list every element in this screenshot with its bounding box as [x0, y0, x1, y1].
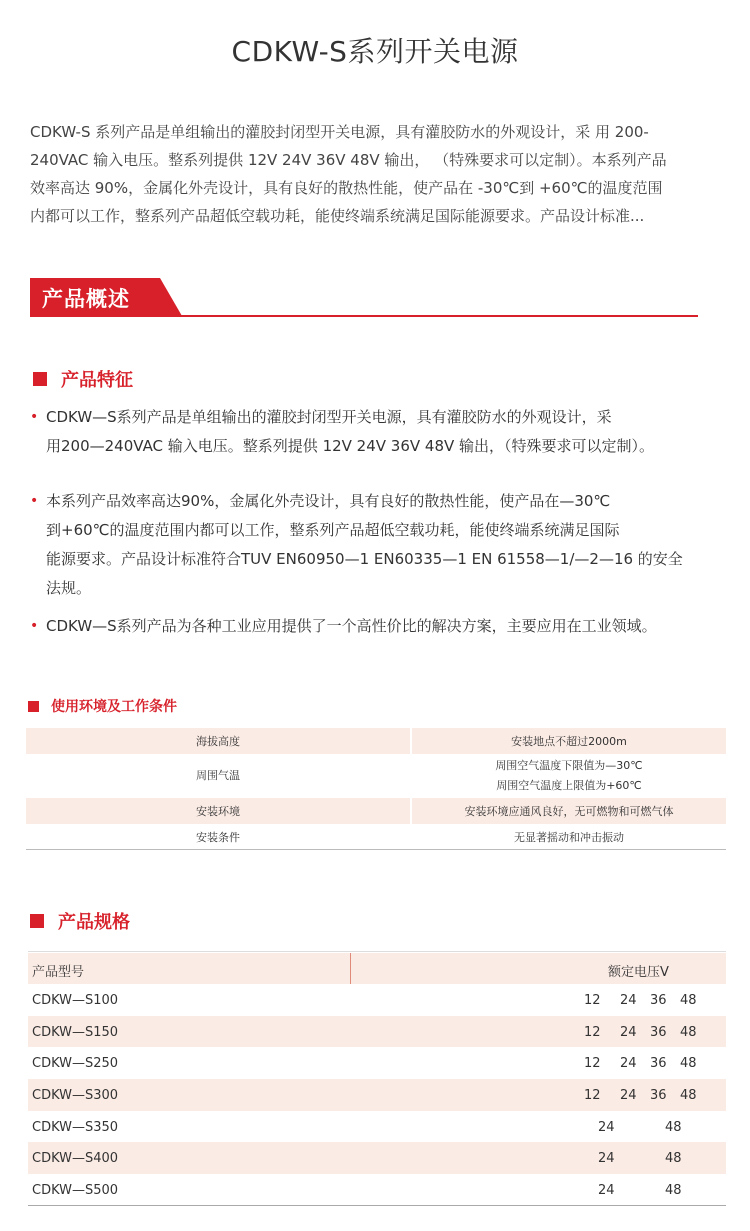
- env-heading: [28, 696, 177, 716]
- env-value: 无显著摇动和冲击振动: [514, 831, 624, 844]
- spec-voltage: 12: [584, 993, 601, 1008]
- feature-line: CDKW—S系列产品是单组输出的灌胶封闭型开关电源，具有灌胶防水的外观设计，采: [46, 408, 612, 426]
- spec-voltage: 48: [665, 1151, 682, 1167]
- overview-divider: [30, 315, 698, 317]
- spec-table-top-rule: [28, 951, 726, 952]
- spec-voltage: 24: [598, 1119, 615, 1135]
- table-row: [26, 728, 726, 754]
- feature-item: [30, 403, 730, 461]
- summary-line: 内都可以工作，整系列产品超低空载功耗，能使终端系统满足国际能源要求。产品设计标准...: [30, 207, 645, 225]
- spec-voltage: 36: [650, 1024, 667, 1040]
- spec-voltage: 24: [598, 1183, 615, 1199]
- page-title: CDKW-S系列开关电源: [231, 35, 519, 68]
- env-table-bottom-rule: [26, 849, 726, 850]
- spec-voltage: 12: [584, 1024, 601, 1040]
- summary-line: 240VAC 输入电压。整系列提供 12V 24V 36V 48V 输出， （特殊要求可以定制）。本系列产品: [30, 151, 667, 169]
- bullet-dot-icon: •: [30, 493, 39, 509]
- spec-voltage: 48: [680, 1056, 697, 1072]
- spec-model: CDKW—S250: [32, 1056, 119, 1072]
- spec-row: [28, 1111, 726, 1143]
- env-value: 安装环境应通风良好，无可燃物和可燃气体: [411, 798, 726, 824]
- bullet-dot-icon: •: [30, 618, 39, 634]
- feature-item: [30, 487, 730, 603]
- spec-header-model: 产品型号: [32, 965, 85, 980]
- spec-voltage: 12: [584, 1056, 601, 1072]
- spec-header-row: [28, 953, 726, 984]
- spec-header-voltage: 额定电压V: [608, 965, 669, 980]
- spec-row: [28, 1174, 726, 1206]
- table-row: [26, 824, 726, 850]
- spec-voltage: 36: [650, 993, 667, 1008]
- spec-heading-label: 产品规格: [58, 912, 130, 933]
- summary-line: CDKW-S 系列产品是单组输出的灌胶封闭型开关电源，具有灌胶防水的外观设计，采 用 200-: [30, 123, 649, 141]
- env-heading-label: 使用环境及工作条件: [51, 699, 177, 715]
- env-value: 周围空气温度上限值为+60℃: [496, 779, 642, 792]
- square-bullet-icon: [33, 372, 47, 386]
- env-value: 安装地点不超过2000m: [411, 728, 726, 754]
- bullet-dot-icon: •: [30, 409, 39, 425]
- feature-item: [30, 612, 730, 641]
- spec-model: CDKW—S500: [32, 1183, 119, 1199]
- table-row: [26, 798, 726, 824]
- spec-heading: [30, 908, 130, 934]
- env-value: 周围空气温度下限值为—30℃: [495, 759, 643, 772]
- spec-row: [28, 984, 726, 1016]
- square-bullet-icon: [30, 914, 44, 928]
- env-label: 周围气温: [26, 754, 411, 798]
- spec-voltage: 24: [598, 1151, 615, 1167]
- env-label: 安装条件: [26, 824, 411, 850]
- spec-voltage: 24: [620, 1056, 637, 1072]
- features-heading: [33, 366, 133, 392]
- env-table: [26, 728, 726, 850]
- spec-model: CDKW—S300: [32, 1088, 119, 1104]
- feature-line: 能源要求。产品设计标准符合TUV EN60950—1 EN60335—1 EN 61558—1/—2—16 的安全: [46, 550, 683, 568]
- feature-line: 本系列产品效率高达90%，金属化外壳设计，具有良好的散热性能，使产品在—30℃: [46, 492, 611, 510]
- spec-table: [28, 953, 726, 1206]
- spec-row: [28, 1142, 726, 1174]
- spec-body: [28, 984, 726, 1206]
- feature-line: CDKW—S系列产品为各种工业应用提供了一个高性价比的解决方案，主要应用在工业领域。: [46, 617, 657, 635]
- spec-voltage: 24: [620, 993, 637, 1008]
- spec-table-bottom-rule: [28, 1205, 726, 1206]
- summary-line: 效率高达 90%，金属化外壳设计，具有良好的散热性能，使产品在 -30℃到 +60℃的温度范围: [30, 179, 663, 197]
- feature-line: 法规。: [46, 579, 92, 597]
- features-heading-label: 产品特征: [61, 370, 133, 391]
- spec-model: CDKW—S350: [32, 1119, 119, 1135]
- spec-row: [28, 1047, 726, 1079]
- spec-header-divider: [350, 953, 351, 984]
- spec-row: [28, 1016, 726, 1048]
- spec-voltage: 48: [680, 993, 697, 1008]
- spec-voltage: 12: [584, 1088, 601, 1104]
- spec-row: [28, 1079, 726, 1111]
- spec-model: CDKW—S100: [32, 993, 119, 1008]
- spec-model: CDKW—S150: [32, 1024, 119, 1040]
- feature-line: 到+60℃的温度范围内都可以工作，整系列产品超低空载功耗，能使终端系统满足国际: [46, 521, 620, 539]
- spec-voltage: 36: [650, 1088, 667, 1104]
- spec-voltage: 48: [665, 1183, 682, 1199]
- env-value-cell: [411, 754, 726, 798]
- feature-line: 用200—240VAC 输入电压。整系列提供 12V 24V 36V 48V 输出，（特殊要求可以定制）。: [46, 437, 655, 455]
- spec-voltage: 48: [665, 1119, 682, 1135]
- spec-voltage: 36: [650, 1056, 667, 1072]
- table-row: [26, 754, 726, 798]
- spec-model: CDKW—S400: [32, 1151, 119, 1167]
- spec-voltage: 24: [620, 1024, 637, 1040]
- overview-tab: [30, 278, 185, 316]
- overview-tab-label: 产品概述: [42, 287, 130, 311]
- spec-voltage: 24: [620, 1088, 637, 1104]
- summary-paragraph: [30, 118, 720, 230]
- square-bullet-icon: [28, 701, 39, 712]
- env-label: 安装环境: [26, 798, 411, 824]
- spec-voltage: 48: [680, 1024, 697, 1040]
- spec-voltage: 48: [680, 1088, 697, 1104]
- env-label: 海拔高度: [26, 728, 411, 754]
